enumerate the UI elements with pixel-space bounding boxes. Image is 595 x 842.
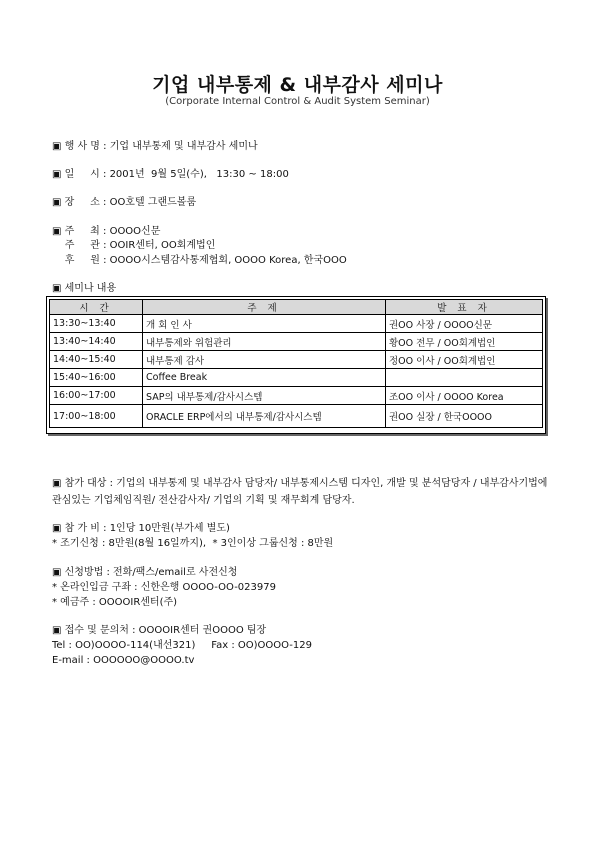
cell-speaker: 정OO 이사 / OO회계법인 (386, 351, 543, 369)
email-line: E-mail : OOOOOO@OOOO.tv (52, 655, 195, 666)
header-topic: 주 제 (143, 300, 386, 315)
table-row (50, 351, 543, 369)
table-row (50, 333, 543, 351)
date-line: ▣ 일 시 : 2001년 9월 5일(수), 13:30 ~ 18:00 (52, 169, 289, 180)
cell-speaker: 권OO 실장 / 한국OOOO (386, 405, 543, 428)
discount-line: * 조기신청 : 8만원(8월 16일까지), * 3인이상 그룹신청 : 8만원 (52, 538, 334, 549)
venue-line: ▣ 장 소 : OO호텔 그랜드볼룸 (52, 197, 197, 208)
cell-time: 13:30~13:40 (50, 315, 143, 333)
cell-speaker: 황OO 전무 / OO회계법인 (386, 333, 543, 351)
sponsor-line: 후 원 : OOOO시스템감사통제협회, OOOO Korea, 한국OOO (52, 255, 347, 266)
audience-paragraph: ▣ 참가 대상 : 기업의 내부통제 및 내부감사 담당자/ 내부통제시스템 디자인, 개발 및 분석담당자 / 내부감사기법에 관심있는 기업체임직원/ 전산감사자/ 기업의 기획 및 재무회계 담당자. (52, 478, 548, 506)
table-row (50, 369, 543, 387)
depositor-line: * 예금주 : OOOOIR센터(주) (52, 597, 178, 608)
bank-account-line: * 온라인입금 구좌 : 신한은행 OOOO-OO-023979 (52, 582, 276, 593)
table-row (50, 315, 543, 333)
cell-time: 13:40~14:40 (50, 333, 143, 351)
host-line: ▣ 주 최 : OOOO신문 (52, 226, 161, 237)
table-row (50, 387, 543, 405)
table-row (50, 405, 543, 428)
cell-topic: ORACLE ERP에서의 내부통제/감사시스템 (143, 405, 386, 428)
schedule-table-frame (46, 296, 546, 434)
contact-line: ▣ 접수 및 문의처 : OOOOIR센터 권OOOO 팀장 (52, 625, 267, 636)
cell-time: 15:40~16:00 (50, 369, 143, 387)
cell-speaker: 조OO 이사 / OOOO Korea (386, 387, 543, 405)
program-heading: ▣ 세미나 내용 (52, 283, 117, 294)
cell-time: 17:00~18:00 (50, 405, 143, 428)
organizer-line: 주 관 : OOIR센터, OO회계법인 (52, 240, 216, 251)
cell-time: 16:00~17:00 (50, 387, 143, 405)
page-subtitle: (Corporate Internal Control & Audit System Seminar) (165, 96, 430, 107)
cell-topic: 내부통제와 위험관리 (143, 333, 386, 351)
cell-speaker (386, 369, 543, 387)
table-header-row (50, 300, 543, 315)
event-name-line: ▣ 행 사 명 : 기업 내부통제 및 내부감사 세미나 (52, 141, 258, 152)
cell-topic: 내부통제 감사 (143, 351, 386, 369)
cell-topic: Coffee Break (143, 369, 386, 387)
schedule-table (49, 299, 543, 428)
cell-topic: SAP의 내부통제/감사시스템 (143, 387, 386, 405)
cell-topic: 개 회 인 사 (143, 315, 386, 333)
header-time: 시 간 (50, 300, 143, 315)
header-speaker: 발 표 자 (386, 300, 543, 315)
page-title: 기업 내부통제 & 내부감사 세미나 (152, 74, 443, 96)
phone-fax-line: Tel : OO)OOOO-114(내선321) Fax : OO)OOOO-129 (52, 640, 312, 651)
cell-speaker: 권OO 사장 / OOOO신문 (386, 315, 543, 333)
fee-line: ▣ 참 가 비 : 1인당 10만원(부가세 별도) (52, 523, 230, 534)
cell-time: 14:40~15:40 (50, 351, 143, 369)
apply-method-line: ▣ 신청방법 : 전화/팩스/email로 사전신청 (52, 567, 238, 578)
